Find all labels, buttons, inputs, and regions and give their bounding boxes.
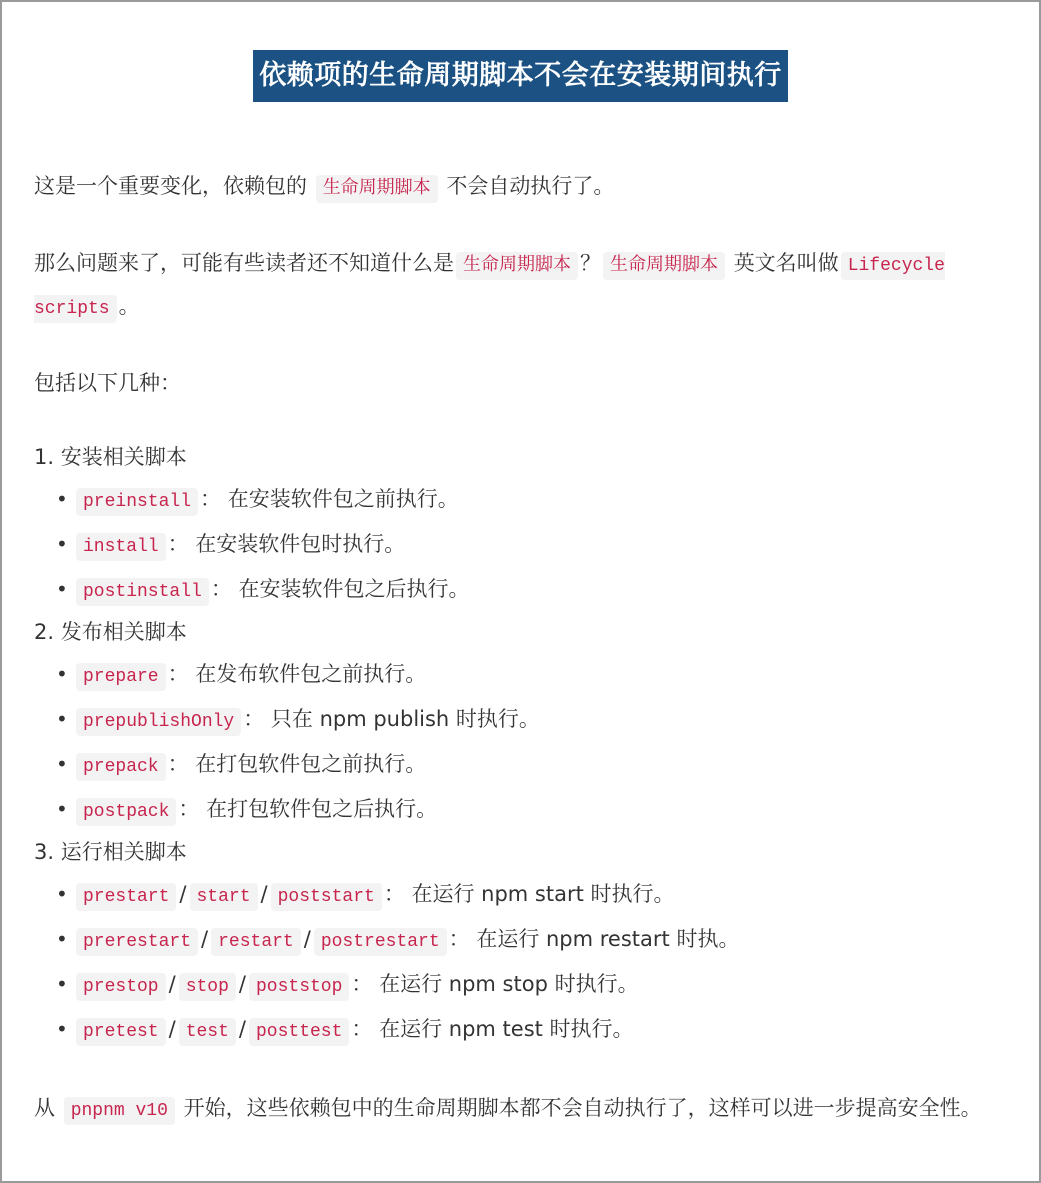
inline-code: Lifecycle scripts — [34, 252, 945, 323]
inline-code: preinstall — [76, 488, 198, 516]
conclusion-text-end: 开始，这些依赖包中的生命周期脚本都不会自动执行了，这样可以进一步提高安全性。 — [183, 1096, 982, 1120]
inline-code: 生命周期脚本 — [456, 252, 578, 280]
script-groups — [34, 437, 1019, 1052]
bullet-icon: • — [56, 1017, 68, 1041]
list-item — [34, 917, 1019, 962]
group-run — [34, 832, 1019, 1052]
list-item — [34, 522, 1019, 567]
list-item — [34, 1007, 1019, 1052]
list-item — [34, 567, 1019, 612]
bullet-icon: • — [56, 797, 68, 821]
inline-code: pnpnm v10 — [64, 1097, 175, 1125]
bullet-icon: • — [56, 882, 68, 906]
inline-code: poststop — [249, 973, 349, 1001]
inline-code: prestart — [76, 883, 176, 911]
group-title: 1. 安装相关脚本 — [34, 445, 187, 469]
page-title: 依赖项的生命周期脚本不会在安装期间执行 — [253, 50, 788, 102]
bullet-icon: • — [56, 927, 68, 951]
item-desc: ： 在安装软件包时执行。 — [167, 532, 406, 556]
inline-code: stop — [179, 973, 236, 1001]
item-desc: ： 在发布软件包之前执行。 — [167, 662, 427, 686]
separator: / — [260, 882, 268, 906]
inline-code: install — [76, 533, 166, 561]
inline-code: 生命周期脚本 — [316, 175, 438, 203]
list-item — [34, 477, 1019, 522]
group-title: 2. 发布相关脚本 — [34, 620, 187, 644]
group-publish — [34, 612, 1019, 832]
list-item — [34, 787, 1019, 832]
title-wrap — [2, 50, 1039, 102]
group-items — [34, 872, 1019, 1052]
inline-code: prepack — [76, 753, 166, 781]
inline-code: prepare — [76, 663, 166, 691]
inline-code: postpack — [76, 798, 176, 826]
inline-code: 生命周期脚本 — [603, 252, 725, 280]
bullet-icon: • — [56, 707, 68, 731]
paragraph-question — [34, 243, 1019, 329]
paragraph-conclusion — [34, 1088, 1019, 1131]
list-item — [34, 872, 1019, 917]
intro-text-end: 不会自动执行了。 — [446, 174, 615, 198]
separator: / — [238, 972, 246, 996]
item-desc: ： 只在 npm publish 时执行。 — [243, 707, 540, 731]
inline-code: prepublishOnly — [76, 708, 241, 736]
bullet-icon: • — [56, 972, 68, 996]
inline-code: pretest — [76, 1018, 166, 1046]
inline-code: poststart — [271, 883, 382, 911]
item-desc: ： 在运行 npm test 时执行。 — [351, 1017, 634, 1041]
item-desc: ： 在运行 npm stop 时执行。 — [351, 972, 639, 996]
item-desc: ： 在打包软件包之后执行。 — [178, 797, 438, 821]
paragraph-list-intro: 包括以下几种： — [34, 371, 181, 395]
group-items — [34, 652, 1019, 832]
inline-code: prerestart — [76, 928, 198, 956]
inline-code: restart — [211, 928, 301, 956]
bullet-icon: • — [56, 487, 68, 511]
group-title: 3. 运行相关脚本 — [34, 840, 187, 864]
question-mark: ？ — [580, 251, 601, 275]
separator: / — [179, 882, 187, 906]
item-desc: ： 在安装软件包之前执行。 — [200, 487, 459, 511]
question-text-end: 。 — [118, 294, 140, 318]
group-items — [34, 477, 1019, 612]
article-body — [34, 166, 1019, 1131]
question-text: 那么问题来了，可能有些读者还不知道什么是 — [34, 251, 454, 275]
question-text-mid: 英文名叫做 — [733, 251, 839, 275]
item-desc: ： 在打包软件包之前执行。 — [167, 752, 427, 776]
item-desc: ： 在运行 npm start 时执行。 — [383, 882, 675, 906]
bullet-icon: • — [56, 532, 68, 556]
inline-code: test — [179, 1018, 236, 1046]
list-item — [34, 962, 1019, 1007]
bullet-icon: • — [56, 662, 68, 686]
list-item — [34, 742, 1019, 787]
list-item — [34, 697, 1019, 742]
inline-code: prestop — [76, 973, 166, 1001]
separator: / — [201, 927, 209, 951]
item-desc: ： 在运行 npm restart 时执。 — [448, 927, 740, 951]
conclusion-text: 从 — [34, 1096, 55, 1120]
inline-code: start — [190, 883, 258, 911]
item-desc: ： 在安装软件包之后执行。 — [210, 577, 470, 601]
list-item — [34, 652, 1019, 697]
bullet-icon: • — [56, 577, 68, 601]
intro-text: 这是一个重要变化，依赖包的 — [34, 174, 307, 198]
separator: / — [168, 1017, 176, 1041]
inline-code: postrestart — [314, 928, 447, 956]
bullet-icon: • — [56, 752, 68, 776]
separator: / — [168, 972, 176, 996]
inline-code: posttest — [249, 1018, 349, 1046]
separator: / — [238, 1017, 246, 1041]
separator: / — [303, 927, 311, 951]
paragraph-intro — [34, 166, 1019, 209]
group-install — [34, 437, 1019, 612]
inline-code: postinstall — [76, 578, 209, 606]
